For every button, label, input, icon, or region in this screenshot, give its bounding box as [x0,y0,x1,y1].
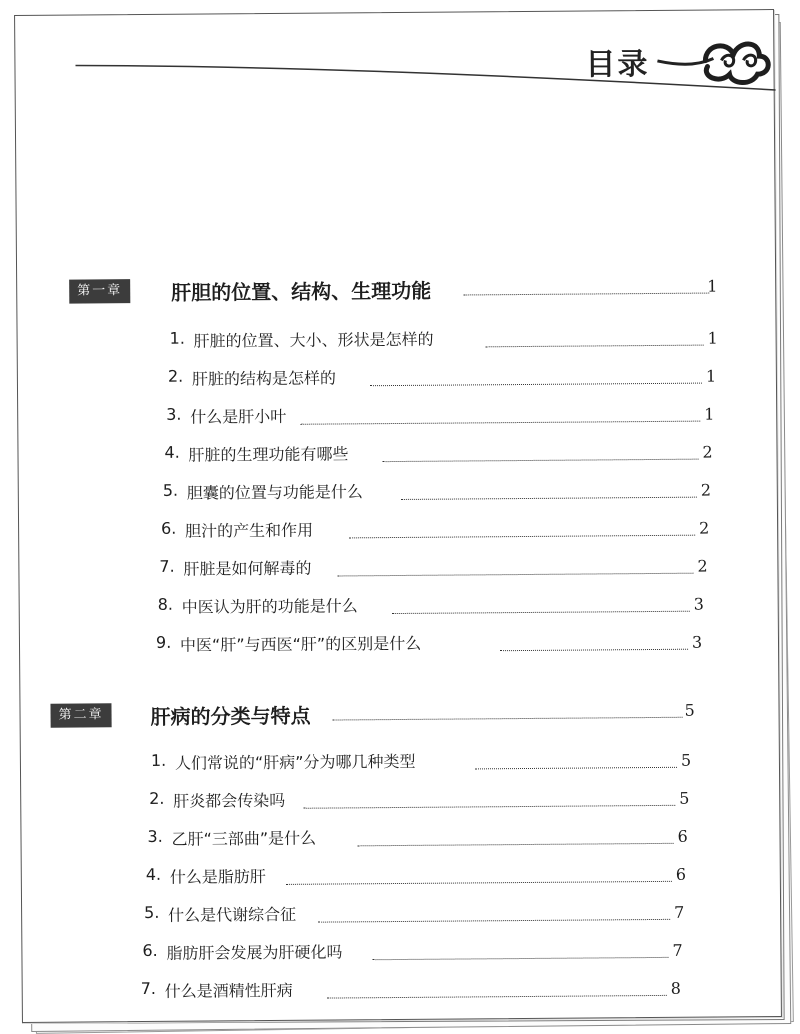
entry-title: 胆汁的产生和作用 [185,520,314,541]
dot-leader [401,497,697,500]
dot-leader [318,919,670,923]
toc-entry-2-3[interactable] [21,822,800,862]
entry-title: 肝脏是如何解毒的 [183,558,312,579]
entry-page: 3 [691,632,703,652]
chapter-1-heading[interactable] [17,272,800,318]
toc-entry-2-2[interactable] [21,784,800,824]
toc-entry-1-9[interactable] [20,628,800,668]
dot-leader [333,717,683,721]
chapter-2-label: 第二章 [50,703,111,727]
entry-page: 1 [705,366,717,386]
dot-leader [392,611,690,614]
chapter-1-page: 1 [707,276,718,296]
entry-page: 1 [707,328,718,348]
dot-leader [358,843,674,846]
entry-number: 6. [142,940,158,961]
entry-title: 肝炎都会传染吗 [173,790,286,811]
entry-number: 5. [144,902,160,923]
cloud-ornament-icon [655,30,775,91]
entry-title: 肝脏的结构是怎样的 [191,368,337,389]
entry-number: 2. [149,788,165,808]
dot-leader [475,767,677,770]
entry-number: 8. [157,594,174,614]
toc-entry-1-1[interactable] [18,324,800,364]
entry-title: 肝脏的生理功能有哪些 [188,444,349,465]
toc-entry-1-2[interactable] [18,362,800,402]
entry-number: 7. [140,978,157,999]
toc-entry-1-8[interactable] [20,590,800,630]
entry-number: 2. [167,366,184,386]
entry-title: 什么是代谢综合征 [168,904,297,925]
entry-number: 4. [145,864,162,884]
entry-title: 中医“肝”与西医“肝”的区别是什么 [179,633,422,655]
entry-title: 胆囊的位置与功能是什么 [186,482,363,503]
dot-leader [286,881,672,885]
entry-title: 乙肝“三部曲”是什么 [171,828,317,849]
entry-number: 9. [155,632,172,652]
entry-page: 8 [670,978,681,998]
entry-title: 什么是脂肪肝 [169,867,266,887]
toc-title: 目录 [585,47,650,83]
entry-number: 3. [147,826,163,846]
entry-page: 1 [704,404,715,424]
entry-number: 6. [161,518,177,538]
dot-leader [463,293,709,296]
entry-number: 4. [164,442,180,462]
entry-title: 人们常说的“肝病”分为哪几种类型 [174,751,416,773]
chapter-1-title: 肝胆的位置、结构、生理功能 [171,278,432,305]
entry-page: 5 [679,788,690,808]
dot-leader [486,345,704,348]
toc-entry-2-5[interactable] [22,898,800,938]
dot-leader [337,573,693,577]
toc-entry-1-3[interactable] [18,400,800,440]
dot-leader [327,995,667,999]
dot-leader [500,649,688,651]
toc-entry-2-6[interactable] [22,936,800,976]
entry-page: 6 [677,826,688,846]
entry-page: 2 [699,518,710,538]
toc-entry-2-4[interactable] [22,860,800,900]
entry-number: 1. [169,328,185,348]
entry-number: 1. [150,750,167,770]
toc-entry-1-6[interactable] [19,514,800,554]
entry-page: 2 [700,480,712,500]
entry-page: 5 [680,750,692,770]
chapter-1-label: 第一章 [69,279,130,303]
dot-leader [349,535,695,539]
dot-leader [383,459,699,462]
entry-page: 7 [672,940,683,960]
dot-leader [372,957,668,960]
entry-page: 6 [675,864,687,884]
toc-entry-1-5[interactable] [19,476,800,516]
entry-page: 2 [702,442,713,462]
toc-entry-2-7[interactable] [23,974,800,1014]
entry-title: 中医认为肝的功能是什么 [181,596,358,617]
dot-leader [300,421,700,425]
entry-number: 7. [159,556,175,576]
entry-page: 7 [674,902,685,922]
entry-title: 肝脏的位置、大小、形状是怎样的 [193,329,434,351]
toc-entry-1-4[interactable] [18,438,800,478]
entry-title: 脂肪肝会发展为肝硬化吗 [166,942,343,963]
entry-title: 什么是酒精性肝病 [164,980,293,1001]
entry-number: 5. [162,480,179,500]
entry-title: 什么是肝小叶 [190,406,287,427]
entry-number: 3. [166,404,182,424]
dot-leader [303,805,675,809]
chapter-2-page: 5 [684,700,695,720]
dot-leader [370,383,702,387]
chapter-2-title: 肝病的分类与特点 [150,703,311,729]
chapter-2-heading[interactable] [20,696,800,742]
toc-entry-1-7[interactable] [19,552,800,592]
entry-page: 2 [697,556,708,576]
entry-page: 3 [693,594,704,614]
toc-entry-2-1[interactable] [21,746,800,786]
toc-page [14,9,782,1023]
